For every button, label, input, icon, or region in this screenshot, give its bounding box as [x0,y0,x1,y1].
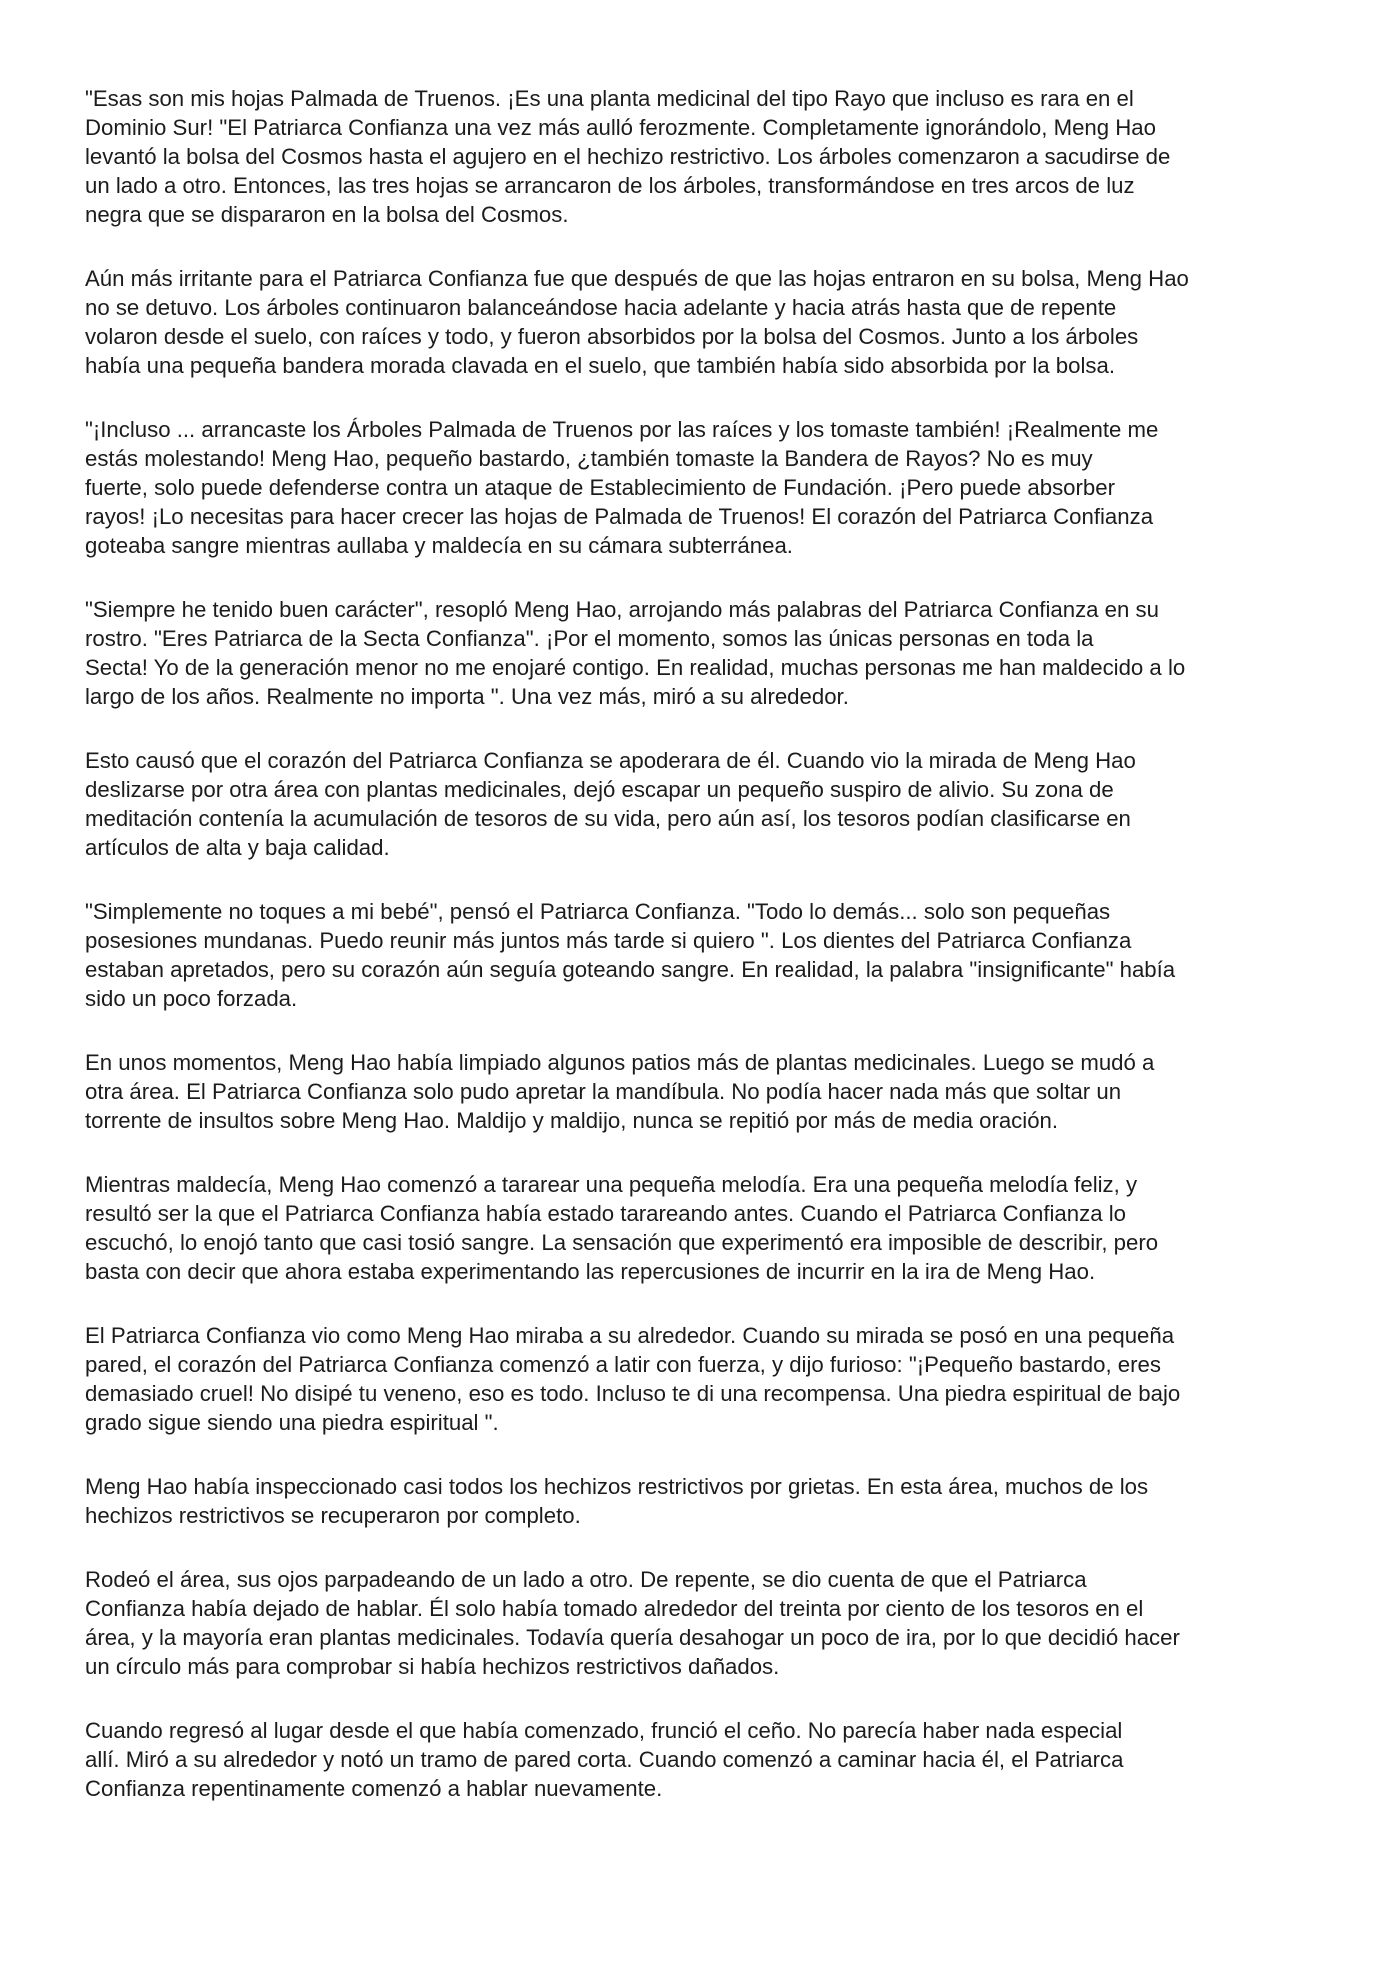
paragraph-7: En unos momentos, Meng Hao había limpiado algunos patios más de plantas medicinales. Luego se mudó a otra área. El Patriarca Confianza solo pudo apretar la mandíbula. No podía hacer nada más que soltar un torrente de insultos sobre Meng Hao. Maldijo y maldijo, nunca se repitió por más de media oración. [85,1050,1155,1133]
paragraph-3: "¡Incluso ... arrancaste los Árboles Palmada de Truenos por las raíces y los tomaste también! ¡Realmente me estás molestando! Meng Hao, pequeño bastardo, ¿también tomaste la Bandera de Rayos? No es muy fuerte, solo puede defenderse contra un ataque de Establecimiento de Fundación. ¡Pero puede absorber rayos! ¡Lo necesitas para hacer crecer las hojas de Palmada de Truenos! El corazón del Patriarca Confianza goteaba sangre mientras aullaba y maldecía en su cámara subterránea. [85,417,1159,558]
paragraph-6: "Simplemente no toques a mi bebé", pensó el Patriarca Confianza. "Todo lo demás... solo son pequeñas posesiones mundanas. Puedo reunir más juntos más tarde si quiero ". Los dientes del Patriarca Confianza estaban apretados, pero su corazón aún seguía goteando sangre. En realidad, la palabra "insignificante" había sido un poco forzada. [85,899,1176,1011]
paragraph-1: "Esas son mis hojas Palmada de Truenos. ¡Es una planta medicinal del tipo Rayo que incluso es rara en el Dominio Sur! "El Patriarca Confianza una vez más aulló ferozmente. Completamente ignorándolo, Meng Hao levantó la bolsa del Cosmos hasta el agujero en el hechizo restrictivo. Los árboles comenzaron a sacudirse de un lado a otro. Entonces, las tres hojas se arrancaron de los árboles, transformándose en tres arcos de luz negra que se dispararon en la bolsa del Cosmos. [85,86,1171,227]
paragraph-10: Meng Hao había inspeccionado casi todos los hechizos restrictivos por grietas. En esta área, muchos de los hechizos restrictivos se recuperaron por completo. [85,1474,1149,1528]
paragraph-12: Cuando regresó al lugar desde el que había comenzado, frunció el ceño. No parecía haber nada especial allí. Miró a su alrededor y notó un tramo de pared corta. Cuando comenzó a caminar hacia él, el Patriarca Confianza repentinamente comenzó a hablar nuevamente. [85,1718,1124,1801]
paragraph-8: Mientras maldecía, Meng Hao comenzó a tararear una pequeña melodía. Era una pequeña melodía feliz, y resultó ser la que el Patriarca Confianza había estado tarareando antes. Cuando el Patriarca Confianza lo escuchó, lo enojó tanto que casi tosió sangre. La sensación que experimentó era imposible de describir, pero basta con decir que ahora estaba experimentando las repercusiones de incurrir en la ira de Meng Hao. [85,1172,1159,1284]
paragraph-11: Rodeó el área, sus ojos parpadeando de un lado a otro. De repente, se dio cuenta de que el Patriarca Confianza había dejado de hablar. Él solo había tomado alrededor del treinta por ciento de los tesoros en el área, y la mayoría eran plantas medicinales. Todavía quería desahogar un poco de ira, por lo que decidió hacer un círculo más para comprobar si había hechizos restrictivos dañados. [85,1567,1180,1679]
paragraph-9: El Patriarca Confianza vio como Meng Hao miraba a su alrededor. Cuando su mirada se posó en una pequeña pared, el corazón del Patriarca Confianza comenzó a latir con fuerza, y dijo furioso: "¡Pequeño bastardo, eres demasiado cruel! No disipé tu veneno, eso es todo. Incluso te di una recompensa. Una piedra espiritual de bajo grado sigue siendo una piedra espiritual ". [85,1323,1181,1435]
paragraph-2: Aún más irritante para el Patriarca Confianza fue que después de que las hojas entraron en su bolsa, Meng Hao no se detuvo. Los árboles continuaron balanceándose hacia adelante y hacia atrás hasta que de repente volaron desde el suelo, con raíces y todo, y fueron absorbidos por la bolsa del Cosmos. Junto a los árboles había una pequeña bandera morada clavada en el suelo, que también había sido absorbida por la bolsa. [85,266,1189,378]
paragraph-5: Esto causó que el corazón del Patriarca Confianza se apoderara de él. Cuando vio la mirada de Meng Hao deslizarse por otra área con plantas medicinales, dejó escapar un pequeño suspiro de alivio. Su zona de meditación contenía la acumulación de tesoros de su vida, pero aún así, los tesoros podían clasificarse en artículos de alta y baja calidad. [85,748,1136,860]
paragraph-4: "Siempre he tenido buen carácter", resopló Meng Hao, arrojando más palabras del Patriarca Confianza en su rostro. "Eres Patriarca de la Secta Confianza". ¡Por el momento, somos las únicas personas en toda la Secta! Yo de la generación menor no me enojaré contigo. En realidad, muchas personas me han maldecido a lo largo de los años. Realmente no importa ". Una vez más, miró a su alrededor. [85,597,1186,709]
